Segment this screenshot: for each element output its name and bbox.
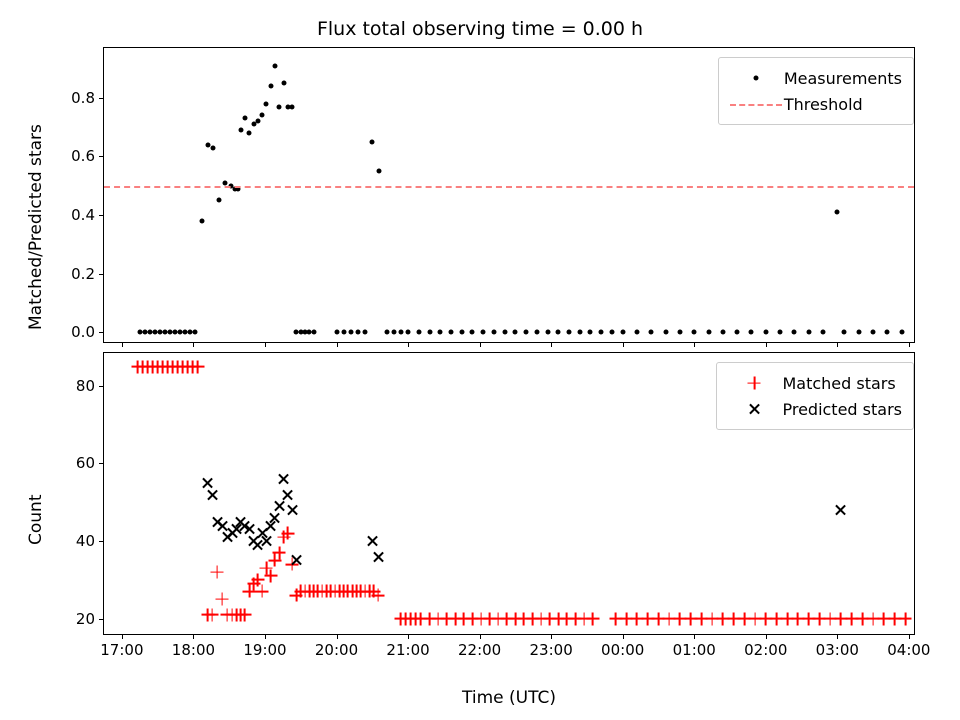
- matched-star-point: [211, 566, 224, 579]
- measurement-point: [459, 330, 464, 335]
- bottom-y-tick-label: 20: [75, 609, 95, 628]
- measurement-point: [806, 330, 811, 335]
- top-x-tick: [837, 342, 838, 347]
- matched-star-point: [273, 546, 286, 559]
- top-y-tick: [99, 332, 104, 333]
- x-tick-label: 02:00: [744, 641, 788, 659]
- x-tick-label: 21:00: [386, 641, 430, 659]
- legend-label-measurements: Measurements: [783, 68, 902, 88]
- measurement-point: [311, 330, 316, 335]
- bottom-y-tick: [99, 619, 104, 620]
- measurement-point: [649, 330, 654, 335]
- top-y-tick: [99, 274, 104, 275]
- measurement-point: [513, 330, 518, 335]
- measurement-point: [663, 330, 668, 335]
- measurement-point: [277, 104, 282, 109]
- measurements-marker-icon: [728, 68, 784, 88]
- threshold-line: [104, 186, 914, 188]
- measurement-point: [620, 330, 625, 335]
- measurement-point: [290, 104, 295, 109]
- measurement-point: [481, 330, 486, 335]
- matched-star-point: [238, 608, 251, 621]
- matched-star-point: [206, 608, 219, 621]
- measurement-point: [242, 116, 247, 121]
- x-tick-label: 18:00: [171, 641, 216, 659]
- measurement-point: [370, 139, 375, 144]
- top-x-tick: [193, 342, 194, 347]
- measurement-point: [406, 330, 411, 335]
- measurement-point: [260, 113, 265, 118]
- bottom-y-tick-label: 80: [75, 376, 95, 395]
- plus-marker-icon: [726, 373, 782, 393]
- measurement-point: [491, 330, 496, 335]
- matched-star-point: [586, 612, 599, 625]
- measurement-point: [200, 218, 205, 223]
- top-legend: [718, 57, 914, 125]
- x-tick: [909, 634, 910, 639]
- predicted-star-point: [273, 500, 286, 513]
- x-tick-label: 01:00: [672, 641, 716, 659]
- measurement-point: [391, 330, 396, 335]
- measurement-point: [268, 84, 273, 89]
- top-x-tick: [480, 342, 481, 347]
- legend-entry-threshold: [728, 91, 902, 117]
- measurement-point: [281, 81, 286, 86]
- x-tick-label: 04:00: [887, 641, 931, 659]
- legend-label-predicted-stars: Predicted stars: [782, 399, 902, 419]
- measurement-point: [238, 128, 243, 133]
- top-x-tick: [766, 342, 767, 347]
- predicted-star-point: [372, 550, 385, 563]
- measurement-point: [778, 330, 783, 335]
- measurement-point: [377, 169, 382, 174]
- x-tick-label: 17:00: [100, 641, 144, 659]
- bottom-y-tick-label: 60: [75, 454, 95, 473]
- x-axis-label: Time (UTC): [462, 688, 556, 708]
- measurement-point: [634, 330, 639, 335]
- measurement-point: [835, 210, 840, 215]
- measurement-point: [749, 330, 754, 335]
- measurement-point: [792, 330, 797, 335]
- matched-star-point: [899, 612, 912, 625]
- measurement-point: [692, 330, 697, 335]
- predicted-star-point: [290, 554, 303, 567]
- chart-title: Flux total observing time = 0.00 h: [316, 18, 644, 40]
- top-x-tick: [694, 342, 695, 347]
- predicted-star-point: [281, 488, 294, 501]
- x-tick-label: 22:00: [457, 641, 502, 659]
- measurement-point: [677, 330, 682, 335]
- top-y-tick-label: 0.0: [71, 323, 95, 342]
- x-tick-label: 03:00: [815, 641, 859, 659]
- measurement-point: [341, 330, 346, 335]
- x-tick: [694, 634, 695, 639]
- threshold-line-icon: [728, 94, 784, 114]
- top-y-tick-label: 0.8: [71, 88, 95, 107]
- measurement-point: [217, 198, 222, 203]
- x-tick: [122, 634, 123, 639]
- x-tick: [193, 634, 194, 639]
- measurement-point: [706, 330, 711, 335]
- measurement-point: [470, 330, 475, 335]
- x-tick-label: 00:00: [601, 641, 645, 659]
- measurement-point: [599, 330, 604, 335]
- measurement-point: [398, 330, 403, 335]
- measurement-point: [272, 63, 277, 68]
- top-y-tick-label: 0.6: [71, 147, 95, 166]
- bottom-y-tick: [99, 541, 104, 542]
- measurement-point: [545, 330, 550, 335]
- measurement-point: [355, 330, 360, 335]
- measurement-point: [192, 330, 197, 335]
- top-x-tick: [623, 342, 624, 347]
- measurement-point: [363, 330, 368, 335]
- measurement-point: [567, 330, 572, 335]
- top-y-tick-label: 0.4: [71, 206, 95, 225]
- measurement-point: [534, 330, 539, 335]
- measurement-point: [222, 180, 227, 185]
- bottom-y-tick: [99, 463, 104, 464]
- top-x-tick: [265, 342, 266, 347]
- matched-star-point: [216, 593, 229, 606]
- measurement-point: [384, 330, 389, 335]
- predicted-star-point: [834, 504, 847, 517]
- top-x-tick: [909, 342, 910, 347]
- bottom-y-axis-label: Count: [26, 494, 46, 545]
- top-y-tick: [99, 215, 104, 216]
- legend-entry-matched-stars: [726, 370, 902, 396]
- measurement-point: [735, 330, 740, 335]
- measurement-point: [763, 330, 768, 335]
- x-tick: [408, 634, 409, 639]
- top-y-axis-label: Matched/Predicted stars: [26, 124, 46, 330]
- measurement-point: [556, 330, 561, 335]
- measurement-point: [502, 330, 507, 335]
- predicted-star-point: [366, 535, 379, 548]
- legend-entry-measurements: [728, 65, 902, 91]
- measurement-point: [438, 330, 443, 335]
- predicted-star-point: [268, 511, 281, 524]
- x-tick: [265, 634, 266, 639]
- x-tick: [766, 634, 767, 639]
- matched-star-point: [264, 569, 277, 582]
- measurement-point: [255, 119, 260, 124]
- measurement-point: [334, 330, 339, 335]
- matched-star-point: [191, 360, 204, 373]
- matched-star-point: [281, 527, 294, 540]
- predicted-star-point: [286, 504, 299, 517]
- bottom-y-tick-label: 40: [75, 532, 95, 551]
- bottom-legend: [716, 362, 914, 430]
- measurement-point: [609, 330, 614, 335]
- top-y-tick: [99, 98, 104, 99]
- top-y-tick: [99, 156, 104, 157]
- measurement-point: [588, 330, 593, 335]
- x-tick: [480, 634, 481, 639]
- measurement-point: [427, 330, 432, 335]
- top-x-tick: [408, 342, 409, 347]
- measurement-point: [448, 330, 453, 335]
- matched-star-point: [372, 589, 385, 602]
- x-tick: [837, 634, 838, 639]
- measurement-point: [720, 330, 725, 335]
- x-tick: [337, 634, 338, 639]
- legend-label-matched-stars: Matched stars: [782, 373, 896, 393]
- legend-label-threshold: Threshold: [783, 94, 863, 114]
- measurement-point: [577, 330, 582, 335]
- measurement-point: [205, 142, 210, 147]
- measurement-point: [264, 101, 269, 106]
- measurement-point: [820, 330, 825, 335]
- predicted-star-point: [277, 472, 290, 485]
- top-x-tick: [337, 342, 338, 347]
- measurement-point: [247, 130, 252, 135]
- x-tick: [551, 634, 552, 639]
- x-tick-label: 20:00: [314, 641, 359, 659]
- measurement-point: [524, 330, 529, 335]
- x-tick: [623, 634, 624, 639]
- matched-star-point: [256, 585, 269, 598]
- measurement-point: [885, 330, 890, 335]
- top-x-tick: [122, 342, 123, 347]
- measurement-point: [348, 330, 353, 335]
- measurement-point: [842, 330, 847, 335]
- measurement-point: [856, 330, 861, 335]
- top-x-tick: [551, 342, 552, 347]
- measurement-point: [871, 330, 876, 335]
- top-y-tick-label: 0.2: [71, 264, 95, 283]
- cross-marker-icon: [726, 399, 782, 419]
- predicted-star-point: [206, 488, 219, 501]
- legend-entry-predicted-stars: [726, 396, 902, 422]
- x-tick-label: 23:00: [529, 641, 573, 659]
- measurement-point: [211, 145, 216, 150]
- measurement-point: [899, 330, 904, 335]
- predicted-star-point: [260, 535, 273, 548]
- bottom-y-tick: [99, 386, 104, 387]
- measurement-point: [416, 330, 421, 335]
- x-tick-label: 19:00: [243, 641, 287, 659]
